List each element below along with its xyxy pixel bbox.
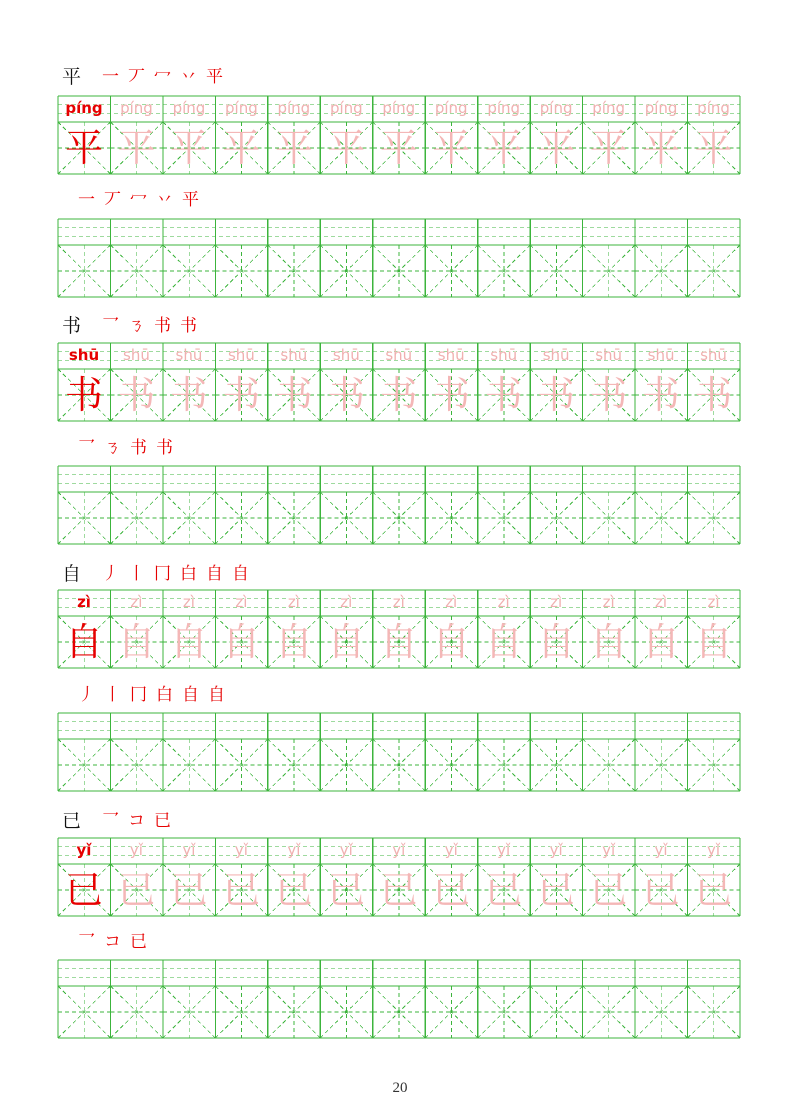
pinyin-trace: yǐ: [444, 841, 458, 859]
character-trace[interactable]: 已: [379, 868, 418, 912]
character-trace[interactable]: 平: [274, 126, 313, 170]
new-stroke: 白: [180, 564, 197, 584]
pinyin-trace: yǐ: [339, 841, 353, 859]
character-trace[interactable]: 平: [432, 126, 471, 170]
pinyin-model: zì: [77, 593, 91, 611]
page-number: 20: [392, 1080, 408, 1096]
new-stroke: 乛: [78, 932, 95, 952]
character-model: 已: [64, 868, 103, 912]
practice-cell[interactable]: [425, 986, 477, 1038]
new-stroke: 丿: [102, 564, 119, 584]
new-stroke: 乛: [102, 811, 119, 831]
new-stroke: 丆: [128, 67, 145, 87]
new-stroke: 自: [206, 564, 223, 584]
character-trace[interactable]: 书: [274, 373, 313, 417]
character-trace[interactable]: 已: [117, 868, 156, 912]
new-stroke: 一: [78, 190, 95, 210]
pinyin-trace: píng: [120, 99, 153, 117]
pinyin-trace: shū: [385, 346, 413, 364]
pinyin-trace: shū: [542, 346, 570, 364]
pinyin-trace: shū: [175, 346, 203, 364]
pinyin-trace: yǐ: [654, 841, 668, 859]
character-trace[interactable]: 已: [589, 868, 628, 912]
new-stroke: 丨: [128, 564, 145, 584]
pinyin-trace: zì: [707, 593, 720, 611]
pinyin-trace: shū: [595, 346, 623, 364]
character-trace[interactable]: 平: [379, 126, 418, 170]
character-trace[interactable]: 已: [484, 868, 523, 912]
character-trace[interactable]: 书: [327, 373, 366, 417]
practice-cell[interactable]: [373, 986, 425, 1038]
pinyin-trace: píng: [487, 99, 521, 117]
new-stroke: 已: [130, 932, 147, 952]
character-model: 平: [64, 126, 103, 170]
pinyin-trace: zì: [550, 593, 563, 611]
new-stroke: 书: [180, 316, 197, 336]
pinyin-trace: shū: [700, 346, 727, 364]
pinyin-model: shū: [68, 346, 100, 364]
pinyin-trace: yǐ: [129, 841, 143, 859]
character-trace[interactable]: 自: [642, 620, 681, 664]
pinyin-trace: zì: [392, 593, 405, 611]
new-stroke: コ: [104, 932, 121, 952]
new-stroke: 乛: [102, 316, 119, 336]
pinyin-trace: shū: [123, 346, 150, 364]
character-trace[interactable]: 已: [642, 868, 681, 912]
new-stroke: 自: [182, 685, 199, 705]
new-stroke: ㄋ: [128, 316, 145, 336]
character-trace[interactable]: 书: [642, 373, 681, 417]
section-character-label: 自: [62, 563, 82, 585]
pinyin-trace: píng: [172, 99, 206, 117]
pinyin-trace: zì: [182, 593, 195, 611]
pinyin-trace: píng: [539, 99, 573, 117]
pinyin-trace: yǐ: [287, 841, 301, 859]
character-trace[interactable]: 已: [432, 868, 471, 912]
new-stroke: 丷: [180, 67, 197, 87]
character-trace[interactable]: 自: [222, 620, 261, 664]
pinyin-trace: píng: [592, 99, 625, 117]
character-trace[interactable]: 自: [379, 620, 418, 664]
new-stroke: 自: [208, 685, 225, 705]
new-stroke: 书: [154, 316, 171, 336]
new-stroke: 丨: [104, 685, 121, 705]
pinyin-trace: yǐ: [234, 841, 248, 859]
section-character-label: 平: [62, 66, 82, 88]
pinyin-trace: shū: [490, 346, 518, 364]
practice-cell[interactable]: [583, 986, 635, 1038]
new-stroke: 已: [154, 811, 171, 831]
pinyin-trace: yǐ: [602, 841, 616, 859]
pinyin-trace: shū: [647, 346, 675, 364]
new-stroke: 书: [130, 438, 147, 458]
character-trace[interactable]: 已: [327, 868, 366, 912]
pinyin-trace: zì: [497, 593, 510, 611]
character-trace[interactable]: 平: [327, 126, 366, 170]
character-trace[interactable]: 自: [537, 620, 576, 664]
new-stroke: 平: [182, 190, 199, 210]
practice-cell[interactable]: [215, 986, 267, 1038]
character-trace[interactable]: 书: [432, 373, 471, 417]
character-trace[interactable]: 书: [694, 373, 733, 417]
new-stroke: 书: [156, 438, 173, 458]
character-trace[interactable]: 自: [327, 620, 366, 664]
pinyin-trace: píng: [225, 99, 258, 117]
character-trace[interactable]: 书: [222, 373, 261, 417]
character-trace[interactable]: 自: [432, 620, 471, 664]
pinyin-model: píng: [65, 99, 103, 117]
character-trace[interactable]: 已: [537, 868, 576, 912]
character-trace[interactable]: 平: [117, 126, 156, 170]
character-trace[interactable]: 书: [537, 373, 576, 417]
practice-cell[interactable]: [320, 986, 372, 1038]
practice-cell[interactable]: [688, 986, 740, 1038]
practice-cell[interactable]: [268, 986, 320, 1038]
new-stroke: 冂: [130, 685, 147, 705]
section-character-label: 已: [62, 810, 82, 832]
pinyin-trace: píng: [277, 99, 311, 117]
pinyin-trace: shū: [437, 346, 465, 364]
pinyin-trace: zì: [287, 593, 300, 611]
character-trace[interactable]: 平: [642, 126, 681, 170]
pinyin-trace: zì: [130, 593, 143, 611]
practice-cell[interactable]: [478, 986, 530, 1038]
new-stroke: 乛: [78, 438, 95, 458]
pinyin-trace: yǐ: [707, 841, 721, 859]
character-trace[interactable]: 书: [589, 373, 628, 417]
character-trace[interactable]: 自: [169, 620, 208, 664]
pinyin-trace: píng: [382, 99, 416, 117]
new-stroke: 丿: [78, 685, 95, 705]
new-stroke: 自: [232, 564, 249, 584]
character-trace[interactable]: 自: [589, 620, 628, 664]
new-stroke: 平: [206, 67, 223, 87]
character-model: 自: [64, 620, 103, 664]
section-character-label: 书: [62, 315, 82, 337]
pinyin-trace: yǐ: [392, 841, 406, 859]
practice-cell[interactable]: [110, 986, 162, 1038]
character-trace[interactable]: 平: [537, 126, 576, 170]
pinyin-trace: zì: [340, 593, 353, 611]
character-trace[interactable]: 书: [379, 373, 418, 417]
new-stroke: コ: [128, 811, 145, 831]
new-stroke: 丆: [104, 190, 121, 210]
practice-cell[interactable]: [635, 986, 687, 1038]
new-stroke: 一: [102, 67, 119, 87]
character-trace[interactable]: 已: [694, 868, 733, 912]
new-stroke: 冖: [154, 67, 171, 87]
pinyin-trace: píng: [644, 99, 678, 117]
pinyin-trace: píng: [434, 99, 468, 117]
pinyin-trace: zì: [602, 593, 615, 611]
practice-cell[interactable]: [163, 986, 215, 1038]
new-stroke: 丷: [156, 190, 173, 210]
character-trace[interactable]: 平: [589, 126, 628, 170]
pinyin-model: yǐ: [76, 841, 92, 859]
pinyin-trace: zì: [235, 593, 248, 611]
character-trace[interactable]: 平: [694, 126, 733, 170]
pinyin-trace: yǐ: [497, 841, 511, 859]
character-trace[interactable]: 已: [222, 868, 261, 912]
character-trace[interactable]: 平: [222, 126, 261, 170]
pinyin-trace: shū: [280, 346, 308, 364]
pinyin-trace: píng: [329, 99, 363, 117]
pinyin-trace: píng: [697, 99, 730, 117]
character-trace[interactable]: 自: [274, 620, 313, 664]
new-stroke: 冂: [154, 564, 171, 584]
new-stroke: ㄋ: [104, 438, 121, 458]
pinyin-trace: shū: [332, 346, 360, 364]
pinyin-trace: yǐ: [182, 841, 196, 859]
pinyin-trace: shū: [227, 346, 255, 364]
character-trace[interactable]: 平: [484, 126, 523, 170]
character-trace[interactable]: 自: [694, 620, 733, 664]
character-trace[interactable]: 自: [484, 620, 523, 664]
practice-cell[interactable]: [58, 986, 110, 1038]
character-trace[interactable]: 平: [169, 126, 208, 170]
character-trace[interactable]: 书: [484, 373, 523, 417]
character-trace[interactable]: 书: [169, 373, 208, 417]
character-trace[interactable]: 已: [274, 868, 313, 912]
character-trace[interactable]: 已: [169, 868, 208, 912]
pinyin-trace: yǐ: [549, 841, 563, 859]
pinyin-trace: zì: [655, 593, 668, 611]
new-stroke: 白: [156, 685, 173, 705]
pinyin-trace: zì: [445, 593, 458, 611]
new-stroke: 冖: [130, 190, 147, 210]
character-trace[interactable]: 自: [117, 620, 156, 664]
character-model: 书: [64, 373, 103, 417]
practice-cell[interactable]: [530, 986, 582, 1038]
character-trace[interactable]: 书: [117, 373, 156, 417]
